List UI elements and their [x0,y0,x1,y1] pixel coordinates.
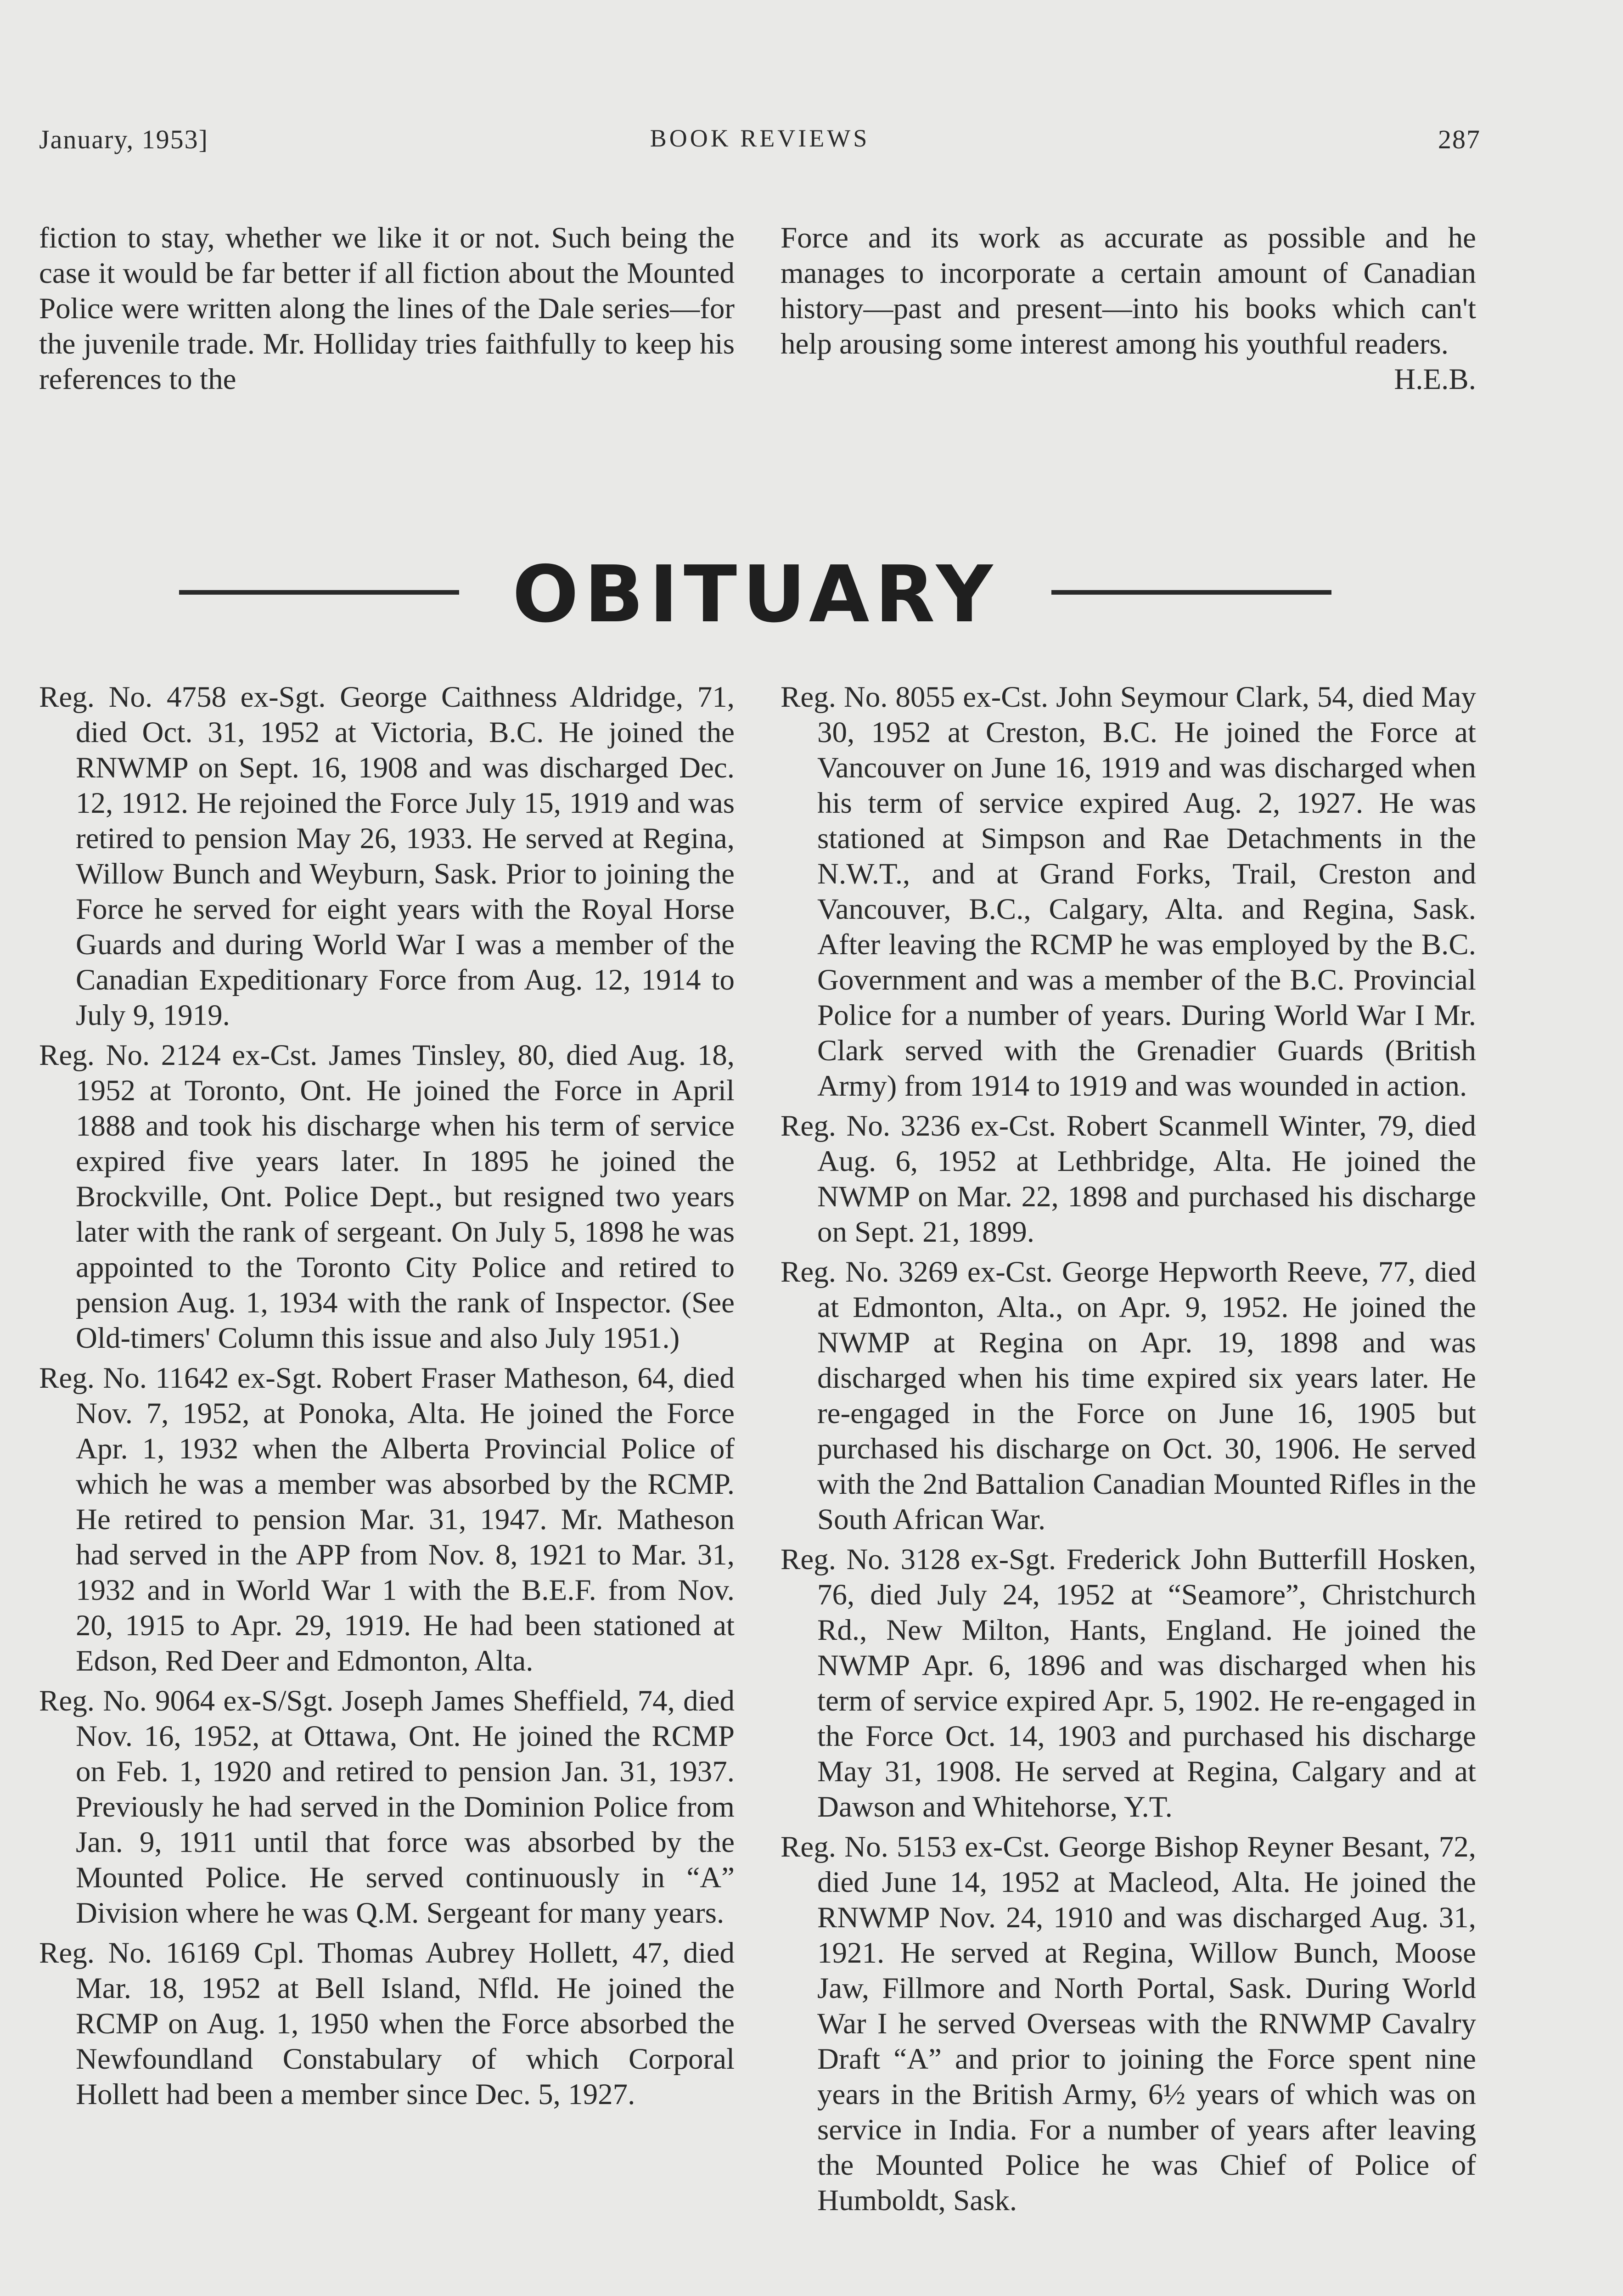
review-end-left-column [39,220,735,397]
review-text-left: fiction to stay, whether we like it or not. Such being the case it would be far better if all fiction about the Mounted Police were written along the lines of the Dale series—for the juvenile trade. Mr. Holliday tries faithfully to keep his references to the [39,221,735,396]
obituary-heading [179,549,1331,641]
obituary-entry: Reg. No. 16169 Cpl. Thomas Aubrey Hollett, 47, died Mar. 18, 1952 at Bell Island, Nfld. He joined the RCMP on Aug. 1, 1950 when the Force absorbed the Newfoundland Constabulary of which Corporal Hollett had been a member since Dec. 5, 1927. [39,1936,735,2111]
heading-rule-right [1051,590,1331,595]
obituary-entry: Reg. No. 9064 ex-S/Sgt. Joseph James Sheffield, 74, died Nov. 16, 1952, at Ottawa, Ont. He joined the RCMP on Feb. 1, 1920 and retired to pension Jan. 31, 1937. Previously he had served in the Dominion Police from Jan. 9, 1911 until that force was absorbed by the Mounted Police. He served continuously in “A” Division where he was Q.M. Sergeant for many years. [39,1684,735,1930]
obituary-entry: Reg. No. 5153 ex-Cst. George Bishop Reyner Besant, 72, died June 14, 1952 at Macleod, Alta. He joined the RNWMP Nov. 24, 1910 and was discharged Aug. 31, 1921. He served at Regina, Willow Bunch, Moose Jaw, Fillmore and North Portal, Sask. During World War I he served Overseas with the RNWMP Cavalry Draft “A” and prior to joining the Force spent nine years in the British Army, 6½ years of which was on service in India. For a number of years after leaving the Mounted Police he was Chief of Police of Humboldt, Sask. [781,1830,1476,2217]
running-header [39,124,1481,165]
obituary-entry: Reg. No. 4758 ex-Sgt. George Caithness Aldridge, 71, died Oct. 31, 1952 at Victoria, B.C. He joined the RNWMP on Sept. 16, 1908 and was discharged Dec. 12, 1912. He rejoined the Force July 15, 1919 and was retired to pension May 26, 1933. He served at Regina, Willow Bunch and Weyburn, Sask. Prior to joining the Force he served for eight years with the Royal Horse Guards and during World War I was a member of the Canadian Expeditionary Force from Aug. 12, 1914 to July 9, 1919. [39,681,735,1032]
obituary-entry: Reg. No. 2124 ex-Cst. James Tinsley, 80, died Aug. 18, 1952 at Toronto, Ont. He joined the Force in April 1888 and took his discharge when his term of service expired five years later. In 1895 he joined the Brockville, Ont. Police Dept., but resigned two years later with the rank of sergeant. On July 5, 1898 he was appointed to the Toronto City Police and retired to pension Aug. 1, 1934 with the rank of Inspector. (See Old-timers' Column this issue and also July 1951.) [39,1039,735,1355]
review-initials: H.E.B. [1394,363,1476,396]
section-title: BOOK REVIEWS [650,124,870,152]
obituary-right-column [781,680,1476,2223]
obituary-entry: Reg. No. 3128 ex-Sgt. Frederick John Butterfill Hosken, 76, died July 24, 1952 at “Seamore”, Christchurch Rd., New Milton, Hants, England. He joined the NWMP Apr. 6, 1896 and was discharged when his term of service expired Apr. 5, 1902. He re-engaged in the Force Oct. 14, 1903 and purchased his discharge May 31, 1908. He served at Regina, Calgary and at Dawson and Whitehorse, Y.T. [781,1543,1476,1823]
obituary-entry: Reg. No. 11642 ex-Sgt. Robert Fraser Matheson, 64, died Nov. 7, 1952, at Ponoka, Alta. He joined the Force Apr. 1, 1932 when the Alberta Provincial Police of which he was a member was absorbed by the RCMP. He retired to pension Mar. 31, 1947. Mr. Matheson had served in the APP from Nov. 8, 1921 to Mar. 31, 1932 and in World War 1 with the B.E.F. from Nov. 20, 1915 to Apr. 29, 1919. He had been stationed at Edson, Red Deer and Edmonton, Alta. [39,1362,735,1677]
obituary-entry: Reg. No. 8055 ex-Cst. John Seymour Clark, 54, died May 30, 1952 at Creston, B.C. He joined the Force at Vancouver on June 16, 1919 and was discharged when his term of service expired Aug. 2, 1927. He was stationed at Simpson and Rae Detachments in the N.W.T., and at Grand Forks, Trail, Creston and Vancouver, B.C., Calgary, Alta. and Regina, Sask. After leaving the RCMP he was employed by the B.C. Government and was a member of the B.C. Provincial Police for a number of years. During World War I Mr. Clark served with the Grenadier Guards (British Army) from 1914 to 1919 and was wounded in action. [781,681,1476,1103]
issue-date: January, 1953] [39,124,208,154]
review-text-right-body: Force and its work as accurate as possible and he manages to incorporate a certain amount of Canadian history—past and present—into his books which can't help arousing some interest among his youthful readers. [781,221,1476,360]
obituary-entry: Reg. No. 3269 ex-Cst. George Hepworth Reeve, 77, died at Edmonton, Alta., on Apr. 9, 1952. He joined the NWMP at Regina on Apr. 19, 1898 and was discharged when his time expired six years later. He re-engaged in the Force on June 16, 1905 but purchased his discharge on Oct. 30, 1906. He served with the 2nd Battalion Canadian Mounted Rifles in the South African War. [781,1255,1476,1536]
review-text-right [781,220,1476,397]
review-end-right-column [781,220,1476,397]
obituary-left-column [39,680,735,2117]
obituary-entry: Reg. No. 3236 ex-Cst. Robert Scanmell Winter, 79, died Aug. 6, 1952 at Lethbridge, Alta. He joined the NWMP on Mar. 22, 1898 and purchased his discharge on Sept. 21, 1899. [781,1109,1476,1249]
obituary-title: OBITUARY [512,549,999,640]
page-number: 287 [1438,124,1481,154]
